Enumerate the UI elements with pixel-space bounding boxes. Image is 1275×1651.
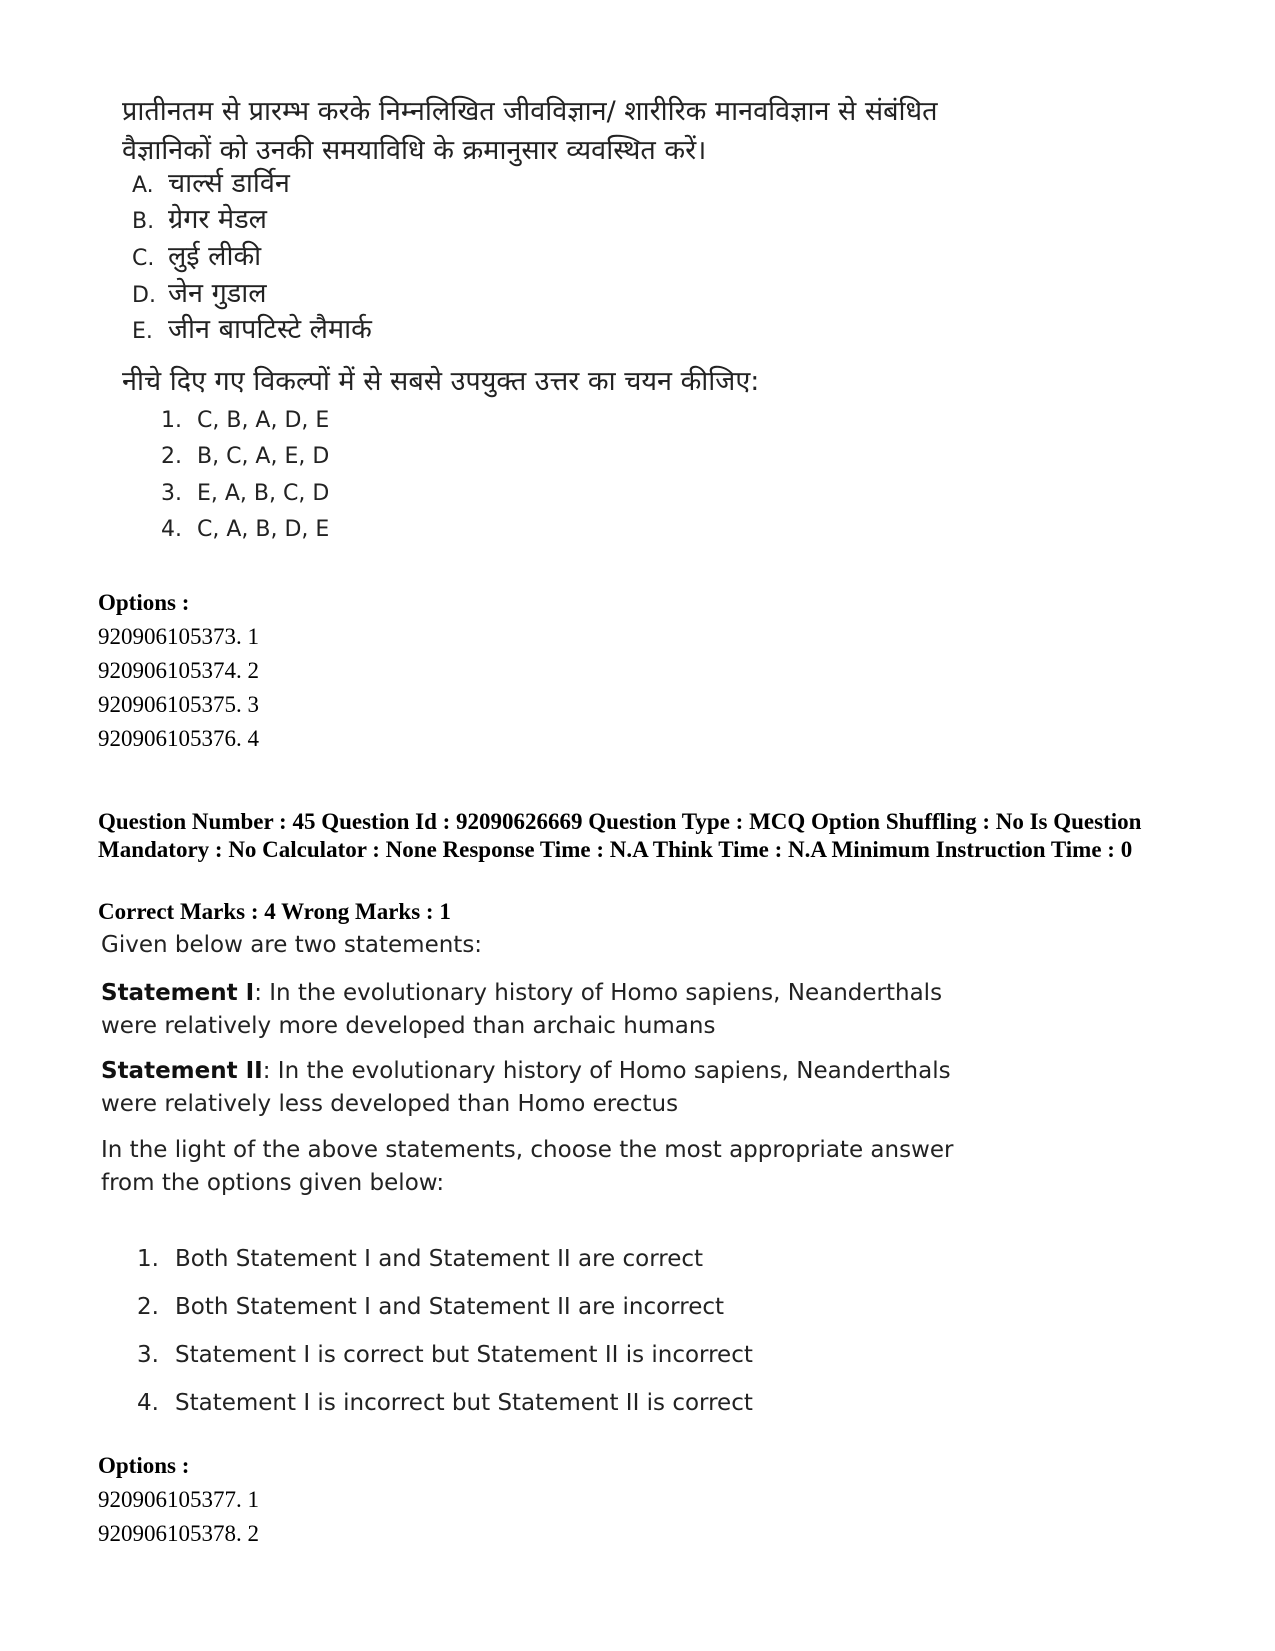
q45-option-1: 920906105377. 1 xyxy=(98,1487,259,1512)
q44-option-1: 920906105373. 1 xyxy=(98,624,259,649)
statement-2-text: : In the evolutionary history of Homo sapiens, Neanderthals were relatively less developed than Homo erectus xyxy=(101,1058,951,1117)
q45-option-2: 920906105378. 2 xyxy=(98,1521,259,1546)
choice-number: 1. xyxy=(137,1246,159,1272)
q45-options-heading: Options : xyxy=(98,1453,190,1478)
item-label: A. xyxy=(132,173,154,198)
q44-options-heading: Options : xyxy=(98,590,190,615)
q44-choice-4 xyxy=(161,514,329,546)
choice-number: 4. xyxy=(161,517,182,542)
choice-text: Statement I is correct but Statement II is incorrect xyxy=(175,1342,753,1368)
statement-1-text: : In the evolutionary history of Homo sapiens, Neanderthals were relatively more developed than archaic humans xyxy=(101,980,943,1039)
q44-option-2: 920906105374. 2 xyxy=(98,658,259,683)
item-text: चार्ल्स डार्विन xyxy=(168,168,290,199)
statement-2 xyxy=(101,1055,981,1121)
q44-choice-1 xyxy=(161,405,329,437)
item-text: जेन गुडाल xyxy=(168,278,267,309)
item-label: E. xyxy=(132,319,153,344)
choice-number: 4. xyxy=(137,1390,159,1416)
q44-item-c xyxy=(132,240,261,276)
q44-item-b xyxy=(132,203,267,239)
choice-number: 2. xyxy=(161,444,182,469)
q45-choice-4 xyxy=(137,1387,753,1419)
item-label: B. xyxy=(132,209,155,234)
q44-option-3: 920906105375. 3 xyxy=(98,692,259,717)
question-45-marks: Correct Marks : 4 Wrong Marks : 1 xyxy=(98,899,451,924)
question-44-stem: प्रातीनतम से प्रारम्भ करके निम्नलिखित जीवविज्ञान/ शारीरिक मानवविज्ञान से संबंधित वैज्ञानिकों को उनकी समयाविधि के क्रमानुसार व्यवस्थित करें। xyxy=(122,96,938,166)
choice-number: 3. xyxy=(161,481,182,506)
item-label: D. xyxy=(132,283,156,308)
item-text: ग्रेगर मेडल xyxy=(168,204,267,235)
question-45-intro: Given below are two statements: xyxy=(101,932,483,958)
choice-text: E, A, B, C, D xyxy=(197,481,330,506)
choice-text: B, C, A, E, D xyxy=(197,444,330,469)
choice-text: Both Statement I and Statement II are correct xyxy=(175,1246,704,1272)
statement-1-label: Statement I xyxy=(101,980,255,1006)
item-text: जीन बापटिस्टे लैमार्क xyxy=(168,314,372,345)
q44-choice-3 xyxy=(161,478,329,510)
item-label: C. xyxy=(132,246,155,271)
choice-text: C, A, B, D, E xyxy=(197,517,330,542)
q44-item-a xyxy=(132,167,290,203)
choice-number: 2. xyxy=(137,1294,159,1320)
question-45-metadata: Question Number : 45 Question Id : 92090626669 Question Type : MCQ Option Shuffling : No Is Question Mandatory : No Calculator : None Response Time : N.A Think Time : N.A Minimum Instruction Time : 0 xyxy=(98,809,1142,862)
q45-choice-2 xyxy=(137,1291,724,1323)
choice-number: 3. xyxy=(137,1342,159,1368)
choice-text: Both Statement I and Statement II are incorrect xyxy=(175,1294,725,1320)
question-45-instruction: In the light of the above statements, choose the most appropriate answer from the options given below: xyxy=(101,1137,954,1196)
q44-item-e xyxy=(132,313,372,349)
question-44-instruction: नीचे दिए गए विकल्पों में से सबसे उपयुक्त उत्तर का चयन कीजिए: xyxy=(122,366,760,397)
choice-text: Statement I is incorrect but Statement II is correct xyxy=(175,1390,753,1416)
q45-choice-3 xyxy=(137,1339,753,1371)
choice-text: C, B, A, D, E xyxy=(197,408,330,433)
statement-1 xyxy=(101,977,981,1043)
item-text: लुई लीकी xyxy=(168,241,262,272)
q44-item-d xyxy=(132,277,267,313)
choice-number: 1. xyxy=(161,408,182,433)
q44-choice-2 xyxy=(161,441,329,473)
q45-choice-1 xyxy=(137,1243,703,1275)
statement-2-label: Statement II xyxy=(101,1058,263,1084)
q44-option-4: 920906105376. 4 xyxy=(98,726,259,751)
